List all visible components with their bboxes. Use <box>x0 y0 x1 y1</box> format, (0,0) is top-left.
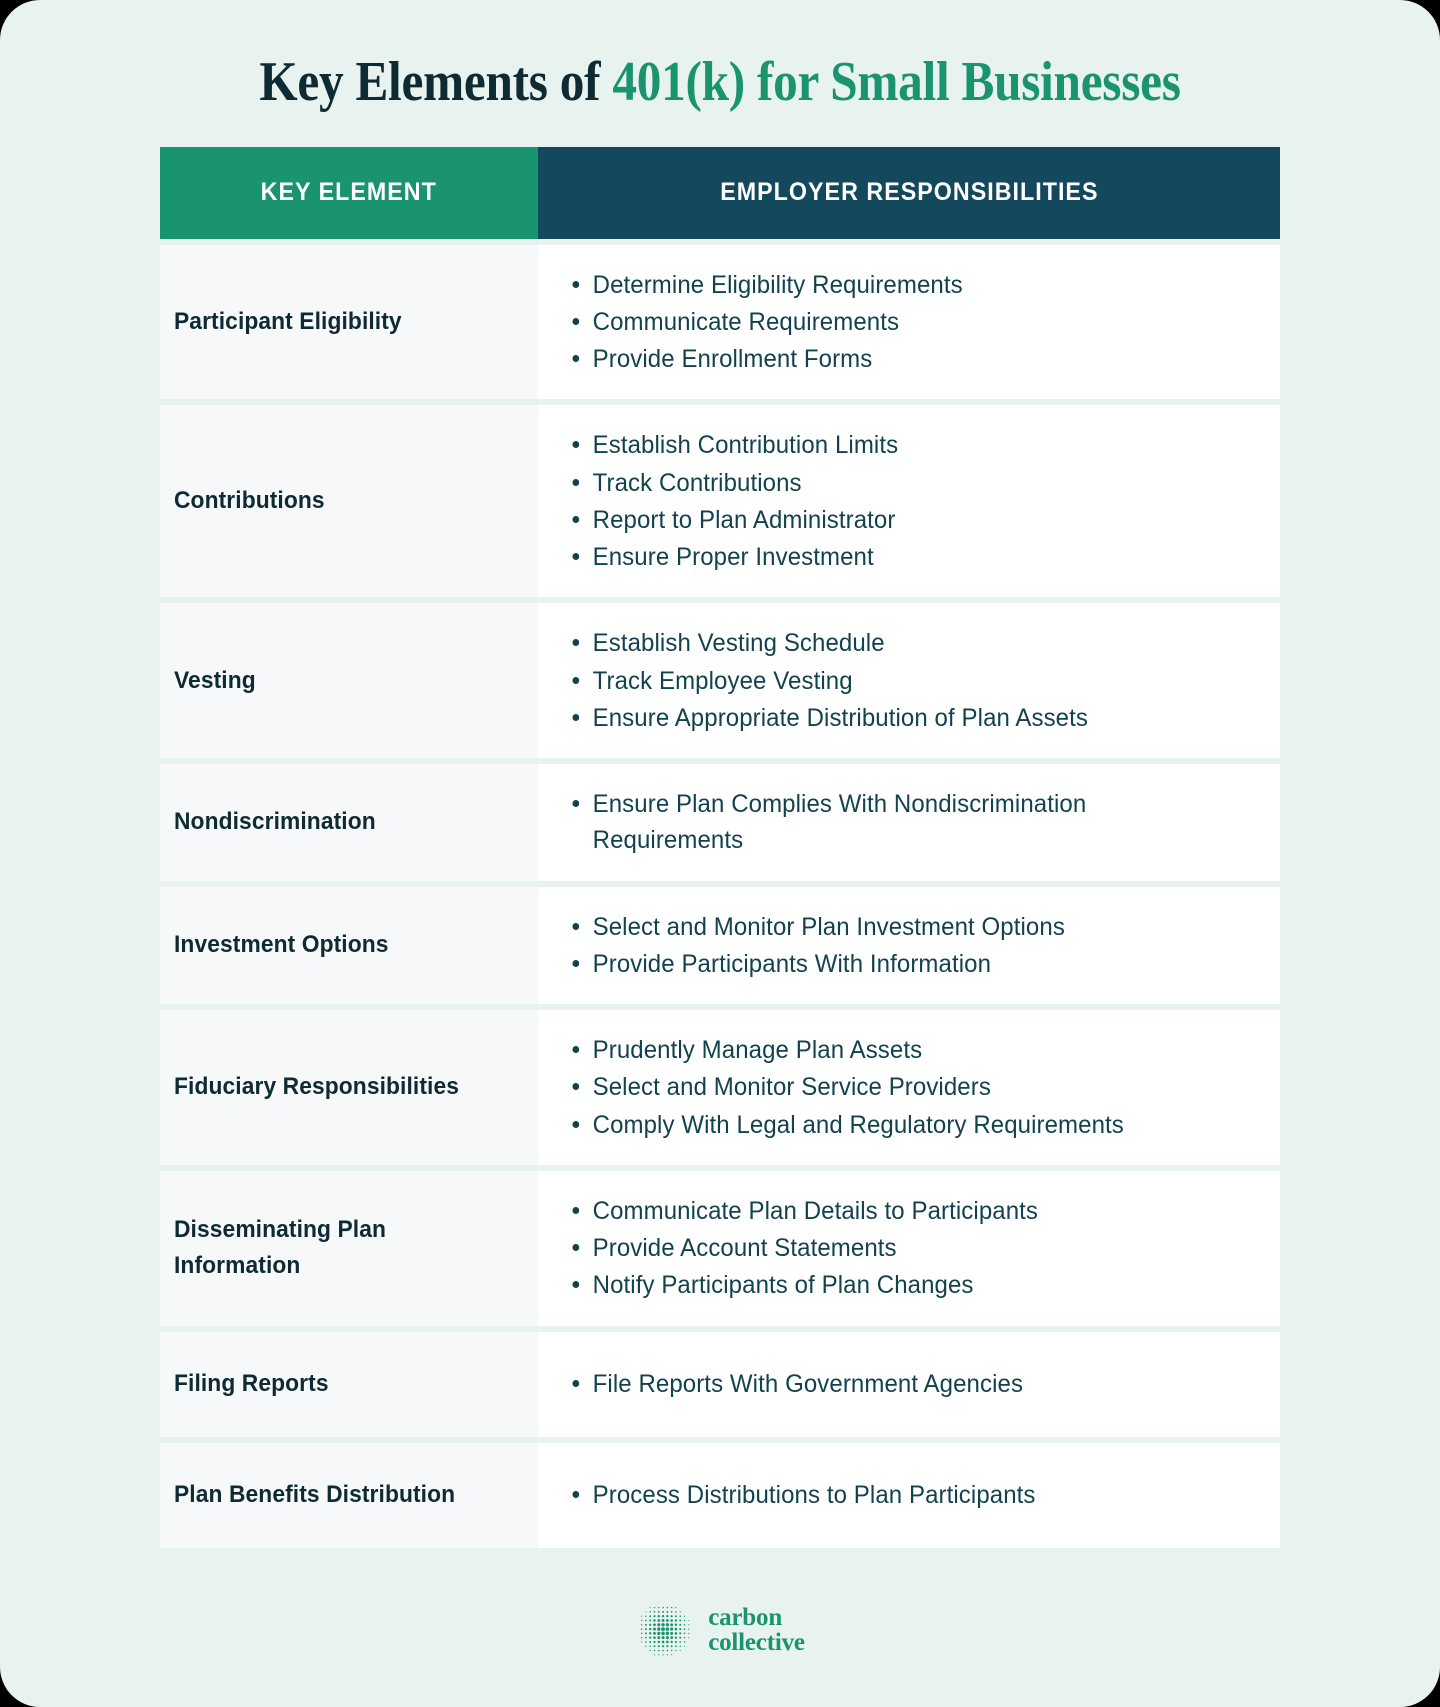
table-cell-key-element <box>160 405 538 597</box>
list-item: Report to Plan Administrator <box>560 502 1236 538</box>
table-cell-key-element <box>160 1010 538 1165</box>
table-row <box>160 1332 1280 1437</box>
responsibility-list <box>560 625 1264 736</box>
table-cell-responsibilities <box>538 764 1280 881</box>
table-cell-key-element <box>160 603 538 758</box>
table-cell-key-element <box>160 764 538 881</box>
table-row <box>160 405 1280 597</box>
key-element-label: Vesting <box>174 666 256 694</box>
list-item: Process Distributions to Plan Participants <box>560 1477 1236 1513</box>
list-item: Track Contributions <box>560 465 1236 501</box>
title-part-plain: Key Elements of <box>259 51 613 113</box>
responsibility-list <box>560 1193 1264 1304</box>
responsibility-list <box>560 1366 1264 1402</box>
table-cell-responsibilities <box>538 1332 1280 1437</box>
list-item: Provide Account Statements <box>560 1230 1236 1266</box>
column-header-key-element-label: KEY ELEMENT <box>260 178 438 207</box>
table-cell-key-element <box>160 1171 538 1326</box>
key-element-label: Contributions <box>174 487 325 515</box>
table-cell-responsibilities <box>538 603 1280 758</box>
title-text <box>86 52 1353 114</box>
footer-logo <box>0 1601 1440 1659</box>
table-row <box>160 245 1280 400</box>
key-element-label: Nondiscrimination <box>174 808 376 836</box>
table-cell-responsibilities <box>538 1010 1280 1165</box>
list-item: Provide Enrollment Forms <box>560 341 1236 377</box>
list-item: Ensure Plan Complies With Nondiscrimination Requirements <box>560 786 1236 859</box>
list-item: Select and Monitor Plan Investment Options <box>560 909 1236 945</box>
list-item: Communicate Requirements <box>560 304 1236 340</box>
key-element-label: Investment Options <box>174 931 389 959</box>
table-cell-responsibilities <box>538 245 1280 400</box>
logo-line-1: carbon <box>708 1603 783 1631</box>
table-cell-key-element <box>160 887 538 1005</box>
key-element-label: Filing Reports <box>174 1370 329 1398</box>
table-row <box>160 1171 1280 1326</box>
responsibility-list <box>560 1032 1264 1143</box>
responsibility-list <box>560 909 1264 983</box>
list-item: Establish Contribution Limits <box>560 427 1236 463</box>
list-item: Establish Vesting Schedule <box>560 625 1236 661</box>
key-elements-table <box>160 147 1280 1548</box>
key-element-label: Fiduciary Responsibilities <box>174 1073 460 1101</box>
list-item: Prudently Manage Plan Assets <box>560 1032 1236 1068</box>
responsibility-list <box>560 786 1264 859</box>
table-cell-responsibilities <box>538 405 1280 597</box>
table-cell-key-element <box>160 1332 538 1437</box>
table-cell-key-element <box>160 1443 538 1548</box>
list-item: Select and Monitor Service Providers <box>560 1069 1236 1105</box>
column-header-key-element <box>160 147 538 239</box>
list-item: Communicate Plan Details to Participants <box>560 1193 1236 1229</box>
table-row <box>160 887 1280 1005</box>
carbon-collective-dots-icon <box>635 1601 693 1659</box>
key-element-label: Plan Benefits Distribution <box>174 1481 456 1509</box>
column-header-employer-responsibilities <box>538 147 1280 239</box>
responsibility-list <box>560 1477 1264 1513</box>
list-item: Determine Eligibility Requirements <box>560 267 1236 303</box>
table-row <box>160 1443 1280 1548</box>
list-item: File Reports With Government Agencies <box>560 1366 1236 1402</box>
key-element-label: Disseminating Plan Information <box>174 1216 387 1280</box>
list-item: Notify Participants of Plan Changes <box>560 1267 1236 1303</box>
table-header-row <box>160 147 1280 239</box>
responsibility-list <box>560 427 1264 575</box>
table-row <box>160 603 1280 758</box>
list-item: Provide Participants With Information <box>560 946 1236 982</box>
logo-line-2: collective <box>708 1628 805 1656</box>
table-row <box>160 764 1280 881</box>
table-cell-responsibilities <box>538 887 1280 1005</box>
table-cell-key-element <box>160 245 538 400</box>
list-item: Ensure Appropriate Distribution of Plan Assets <box>560 700 1236 736</box>
list-item: Ensure Proper Investment <box>560 539 1236 575</box>
column-header-employer-responsibilities-label: EMPLOYER RESPONSIBILITIES <box>719 178 1099 207</box>
table-cell-responsibilities <box>538 1171 1280 1326</box>
key-element-label: Participant Eligibility <box>174 307 402 335</box>
list-item: Comply With Legal and Regulatory Requirements <box>560 1107 1236 1143</box>
logo-wordmark <box>708 1605 805 1655</box>
table-row <box>160 1010 1280 1165</box>
responsibility-list <box>560 267 1264 378</box>
page-title <box>0 0 1440 114</box>
list-item: Track Employee Vesting <box>560 663 1236 699</box>
title-part-accent: 401(k) for Small Businesses <box>612 51 1181 113</box>
table-cell-responsibilities <box>538 1443 1280 1548</box>
